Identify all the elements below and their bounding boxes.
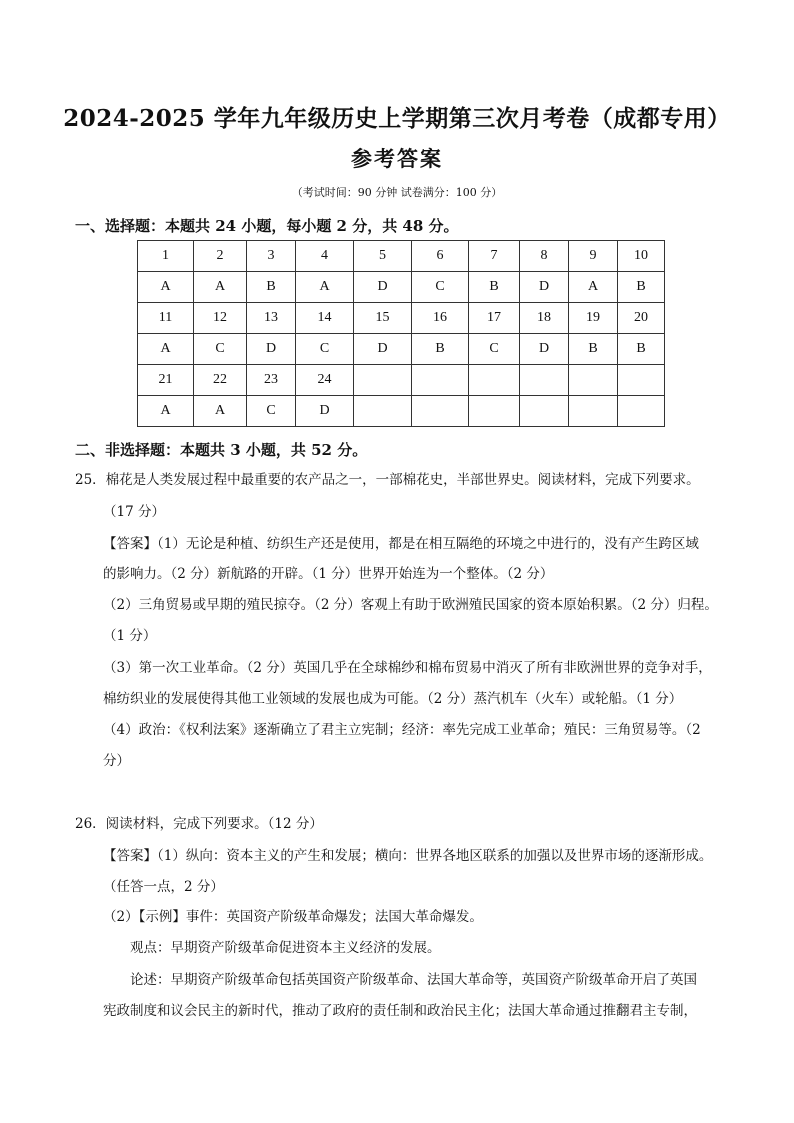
answer-table-cell: A: [569, 272, 618, 303]
answer-table-cell: 10: [618, 241, 665, 272]
answer-table-cell: A: [194, 272, 247, 303]
answer-table-cell: 9: [569, 241, 618, 272]
answer-table-cell: C: [194, 334, 247, 365]
answer-table-cell: B: [618, 272, 665, 303]
q25-question: 25．棉花是人类发展过程中最重要的农产品之一，一部棉花史，半部世界史。阅读材料，完成下列要求。: [75, 472, 700, 488]
q25-answer2-line2: （1 分）: [103, 628, 157, 644]
answer-table-cell: 7: [469, 241, 520, 272]
answer-table-row: [138, 334, 665, 365]
answer-table: [137, 240, 665, 427]
answer-table-cell: 18: [520, 303, 569, 334]
answer-table-cell: [354, 396, 412, 427]
answer-table-cell: A: [138, 334, 194, 365]
answer-table-cell: [469, 396, 520, 427]
answer-table-cell: D: [520, 272, 569, 303]
answer-table-cell: A: [296, 272, 354, 303]
q26-answer1-line2: （任答一点，2 分）: [103, 879, 224, 895]
answer-table-cell: B: [469, 272, 520, 303]
answer-table-row: [138, 365, 665, 396]
q26-question: 26．阅读材料，完成下列要求。（12 分）: [75, 816, 323, 832]
answer-table-cell: 24: [296, 365, 354, 396]
answer-table-cell: D: [247, 334, 296, 365]
answer-table-cell: [520, 396, 569, 427]
answer-table-cell: D: [354, 334, 412, 365]
answer-table-cell: 19: [569, 303, 618, 334]
answer-table-cell: [569, 365, 618, 396]
answer-table-cell: 2: [194, 241, 247, 272]
answer-table-cell: 17: [469, 303, 520, 334]
section1-heading: 一、选择题：本题共 24 小题，每小题 2 分，共 48 分。: [75, 217, 459, 235]
page-title: 2024-2025 学年九年级历史上学期第三次月考卷（成都专用）: [63, 105, 731, 132]
q25-answer3-line1: （3）第一次工业革命。（2 分）英国几乎在全球棉纱和棉布贸易中消灭了所有非欧洲世界的竞争对手，: [103, 660, 712, 676]
q26-viewpoint: 观点：早期资产阶级革命促进资本主义经济的发展。: [130, 940, 441, 956]
q25-answer1-line2: 的影响力。（2 分）新航路的开辟。（1 分）世界开始连为一个整体。（2 分）: [103, 566, 554, 582]
answer-table-row: [138, 396, 665, 427]
q25-answer3-line2: 棉纺织业的发展使得其他工业领域的发展也成为可能。（2 分）蒸汽机车（火车）或轮船。（1 分）: [103, 691, 683, 707]
answer-table-cell: 6: [412, 241, 469, 272]
answer-table-cell: [618, 365, 665, 396]
answer-table-cell: 12: [194, 303, 247, 334]
q25-score: （17 分）: [103, 504, 165, 520]
answer-table-cell: C: [247, 396, 296, 427]
answer-table-cell: 23: [247, 365, 296, 396]
answer-table-cell: [354, 365, 412, 396]
answer-table-cell: C: [412, 272, 469, 303]
answer-table-cell: 5: [354, 241, 412, 272]
answer-table-cell: 15: [354, 303, 412, 334]
answer-table-cell: A: [194, 396, 247, 427]
answer-table-cell: 8: [520, 241, 569, 272]
answer-table-cell: 22: [194, 365, 247, 396]
answer-table-row: [138, 241, 665, 272]
q25-answer2-line1: （2）三角贸易或早期的殖民掠夺。（2 分）客观上有助于欧洲殖民国家的资本原始积累。（2 分）归程。: [103, 597, 718, 613]
answer-table-cell: 20: [618, 303, 665, 334]
section2-heading: 二、非选择题：本题共 3 小题，共 52 分。: [75, 441, 368, 459]
answer-table-row: [138, 272, 665, 303]
exam-info: （考试时间：90 分钟 试卷满分：100 分）: [291, 186, 503, 199]
answer-table-cell: [618, 396, 665, 427]
answer-table-cell: D: [296, 396, 354, 427]
answer-table-cell: [412, 396, 469, 427]
answer-table-cell: [469, 365, 520, 396]
q26-argument-line2: 宪政制度和议会民主的新时代，推动了政府的责任制和政治民主化；法国大革命通过推翻君主专制，: [103, 1003, 697, 1019]
q26-answer2-line1: （2）【示例】事件：英国资产阶级革命爆发；法国大革命爆发。: [103, 909, 483, 925]
q26-argument-line1: 论述：早期资产阶级革命包括英国资产阶级革命、法国大革命等，英国资产阶级革命开启了英国: [130, 972, 697, 988]
answer-table-cell: 3: [247, 241, 296, 272]
answer-table-cell: B: [618, 334, 665, 365]
answer-table-cell: 21: [138, 365, 194, 396]
page-subtitle: 参考答案: [351, 146, 443, 171]
answer-table-cell: C: [296, 334, 354, 365]
answer-table-cell: [412, 365, 469, 396]
answer-table-cell: D: [520, 334, 569, 365]
answer-table-cell: C: [469, 334, 520, 365]
answer-table-cell: 14: [296, 303, 354, 334]
answer-table-cell: [569, 396, 618, 427]
answer-table-cell: 13: [247, 303, 296, 334]
answer-table-cell: 16: [412, 303, 469, 334]
answer-table-cell: B: [569, 334, 618, 365]
answer-table-cell: D: [354, 272, 412, 303]
answer-table-cell: B: [247, 272, 296, 303]
q26-answer1-line1: 【答案】（1）纵向：资本主义的产生和发展；横向：世界各地区联系的加强以及世界市场的逐渐形成。: [103, 848, 713, 864]
q25-answer1-line1: 【答案】（1）无论是种植、纺织生产还是使用，都是在相互隔绝的环境之中进行的，没有产生跨区域: [103, 536, 699, 552]
answer-table-row: [138, 303, 665, 334]
answer-table-cell: 4: [296, 241, 354, 272]
answer-table-cell: A: [138, 396, 194, 427]
answer-table-cell: [520, 365, 569, 396]
answer-table-cell: A: [138, 272, 194, 303]
answer-table-cell: B: [412, 334, 469, 365]
q25-answer4-line2: 分）: [103, 753, 130, 769]
answer-table-cell: 11: [138, 303, 194, 334]
q25-answer4-line1: （4）政治：《权利法案》逐渐确立了君主立宪制；经济：率先完成工业革命；殖民：三角贸易等。（2: [103, 722, 701, 738]
answer-table-cell: 1: [138, 241, 194, 272]
